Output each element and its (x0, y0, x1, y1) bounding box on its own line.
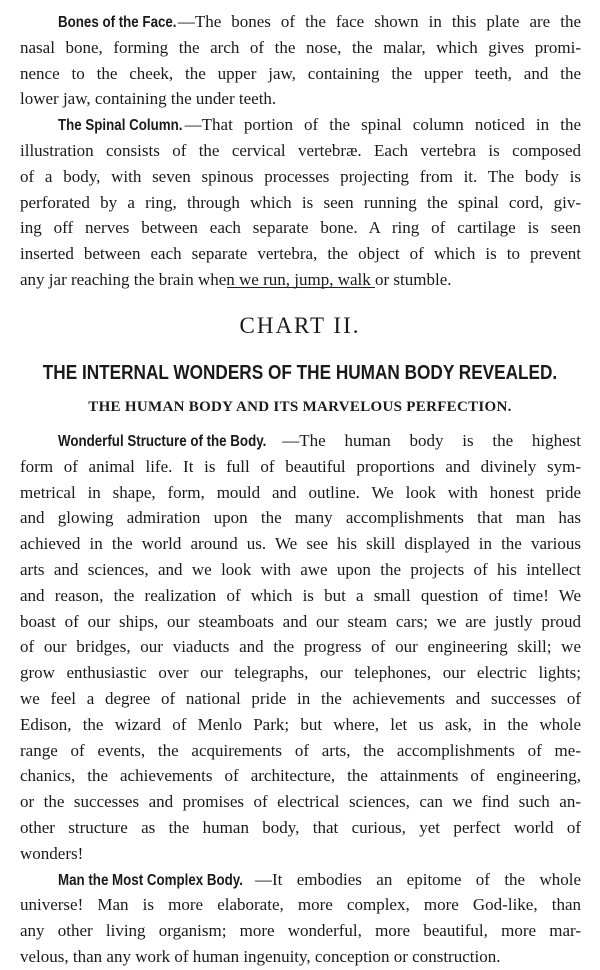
line-text: arts and sciences, and we look with awe upon the projects of his intellect (20, 559, 581, 579)
text-line (20, 428, 581, 454)
chart-heading: CHART II. (239, 313, 361, 338)
text-line (20, 35, 581, 61)
line-text: grow enthusiastic over our telegraphs, our telephones, our electric lights; (20, 663, 581, 683)
line-text: —The human body is the highest (282, 431, 581, 450)
line-text: inserted between each separate vertebra, the object of which is to prevent (20, 244, 581, 264)
text-line (20, 241, 581, 267)
section-divider (227, 287, 375, 288)
text-line (20, 557, 581, 583)
line-text: —It embodies an epitome of the whole (255, 869, 581, 889)
text-line (20, 267, 581, 293)
text-line (20, 164, 581, 190)
text-line (20, 9, 581, 35)
line-text: velous, than any work of human ingenuity, conception or construction. (20, 946, 501, 966)
text-line (20, 86, 581, 112)
section-human-body (20, 428, 581, 970)
text-line (20, 789, 581, 815)
text-line (20, 712, 581, 738)
line-text: nence to the cheek, the upper jaw, containing the upper teeth, and the (20, 63, 581, 83)
text-line (20, 215, 581, 241)
line-text: perforated by a ring, through which is seen running the spinal cord, giv- (20, 192, 581, 212)
text-line (20, 609, 581, 635)
line-text: and reason, the realization of which is but a small question of time! We (20, 585, 581, 605)
line-text: we feel a degree of national pride in the achievements and successes of (20, 688, 581, 708)
text-line (20, 583, 581, 609)
line-text: —That portion of the spinal column noticed in the (184, 115, 581, 135)
line-text: wonders! (20, 843, 84, 863)
paragraph-lead: Man the Most Complex Body. (58, 871, 243, 889)
text-line (20, 61, 581, 87)
text-line (20, 815, 581, 841)
text-line (20, 763, 581, 789)
text-line (20, 112, 581, 138)
line-text: range of events, the acquirements of arts, the accomplishments of me- (20, 740, 581, 760)
chapter-subtitle: THE HUMAN BODY AND ITS MARVELOUS PERFECTION. (88, 399, 512, 415)
text-line (20, 138, 581, 164)
text-line (20, 634, 581, 660)
line-text: of a body, with seven spinous processes projecting from it. The body is (20, 166, 581, 186)
text-line (20, 454, 581, 480)
line-text: metrical in shape, form, mould and outline. We look with honest pride (20, 482, 581, 502)
line-text: illustration consists of the cervical vertebræ. Each vertebra is composed (20, 140, 581, 160)
line-text: or the successes and promises of electrical sciences, can we find such an- (20, 792, 581, 812)
line-text: any jar reaching the brain when we run, jump, walk or stumble. (20, 269, 452, 289)
line-text: chanics, the achievements of architecture, the attainments of engineering, (20, 766, 581, 786)
paragraph-lead: The Spinal Column. (58, 117, 183, 135)
line-text: of our bridges, our viaducts and the progress of our engineering skill; we (20, 637, 581, 657)
text-line (20, 660, 581, 686)
line-text: any other living organism; more wonderful, more beautiful, more mar- (20, 921, 581, 941)
line-text: Edison, the wizard of Menlo Park; but where, let us ask, in the whole (20, 714, 581, 734)
text-line (20, 892, 581, 918)
chapter-title: THE INTERNAL WONDERS OF THE HUMAN BODY REVEALED. (42, 362, 558, 384)
line-text: and glowing admiration upon the many accomplishments that man has (20, 508, 581, 528)
text-line (20, 944, 581, 970)
text-line (20, 867, 581, 893)
text-line (20, 505, 581, 531)
text-line (20, 686, 581, 712)
line-text: nasal bone, forming the arch of the nose, the malar, which gives promi- (20, 37, 581, 57)
paragraph-lead: Wonderful Structure of the Body. (58, 433, 267, 450)
line-text: other structure as the human body, that curious, yet perfect world of (20, 817, 581, 837)
text-line (20, 480, 581, 506)
line-text: universe! Man is more elaborate, more complex, more God-like, than (20, 895, 581, 915)
text-line (20, 531, 581, 557)
line-text: ing off nerves between each separate bone. A ring of cartilage is seen (20, 218, 581, 238)
text-line (20, 738, 581, 764)
line-text: form of animal life. It is full of beautiful proportions and divinely sym- (20, 456, 581, 476)
text-line (20, 190, 581, 216)
paragraph-lead: Bones of the Face. (58, 14, 177, 31)
line-text: boast of our ships, our steamboats and our steam cars; we are justly proud (20, 611, 581, 631)
line-text: lower jaw, containing the under teeth. (20, 89, 277, 109)
section-bones-spine (20, 9, 581, 293)
line-text: —The bones of the face shown in this plate are the (177, 12, 581, 31)
text-line (20, 841, 581, 867)
text-line (20, 918, 581, 944)
line-text: achieved in the world around us. We see his skill displayed in the various (20, 534, 581, 554)
